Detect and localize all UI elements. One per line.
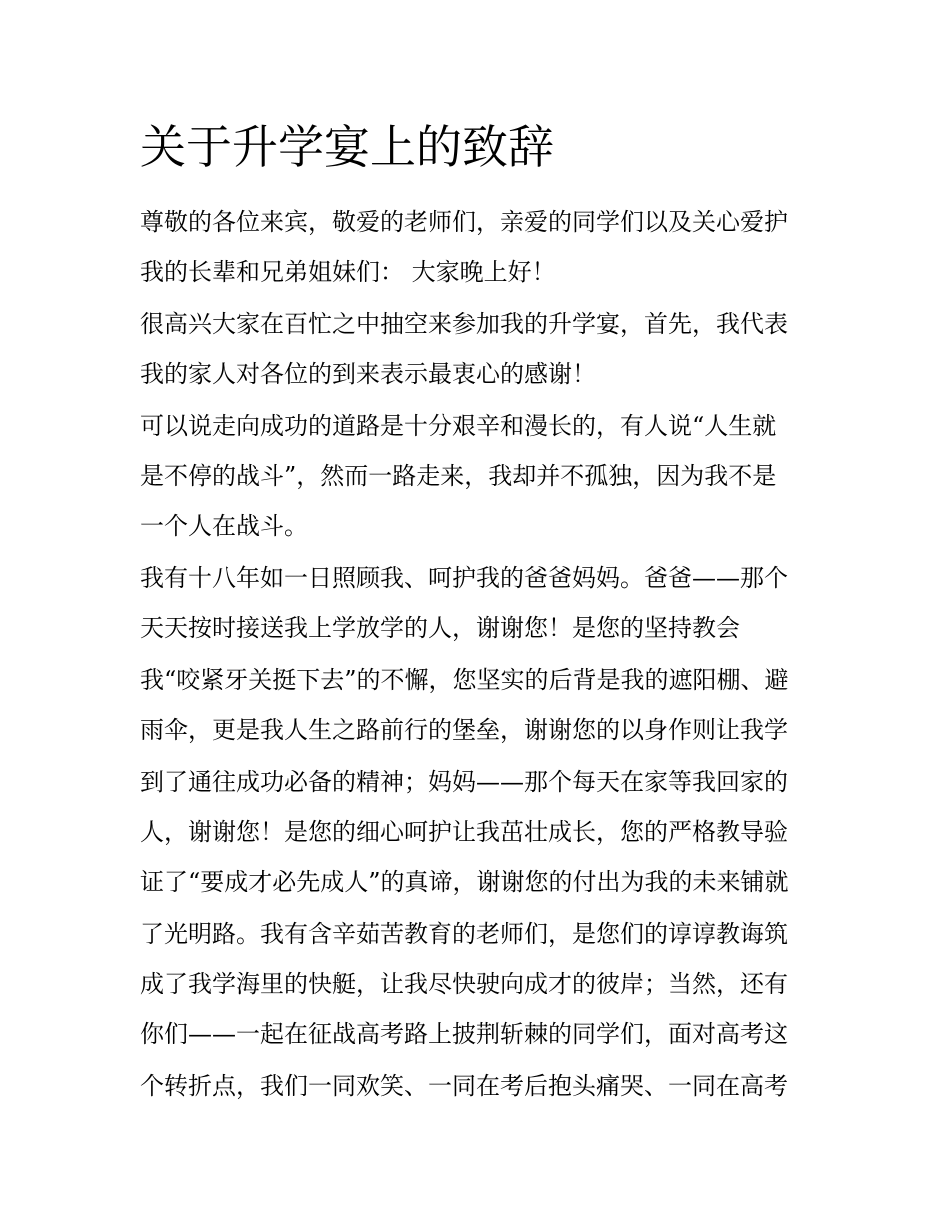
text-line: 是不停的战斗”，然而一路走来，我却并不孤独，因为我不是: [140, 462, 777, 490]
text-line: 人，谢谢您！是您的细心呵护让我茁壮成长，您的严格教导验: [140, 818, 788, 846]
text-line: 很高兴大家在百忙之中抽空来参加我的升学宴，首先，我代表: [140, 310, 788, 338]
text-line: 一个人在战斗。: [140, 512, 308, 540]
text-line: 尊敬的各位来宾，敬爱的老师们，亲爱的同学们以及关心爱护: [140, 208, 788, 236]
text-line: 到了通往成功必备的精神；妈妈——那个每天在家等我回家的: [140, 768, 788, 796]
document-title: 关于升学宴上的致辞: [140, 120, 554, 174]
text-line: 我的家人对各位的到来表示最衷心的感谢！: [140, 360, 596, 388]
text-line: 成了我学海里的快艇，让我尽快驶向成才的彼岸；当然，还有: [140, 970, 788, 998]
text-line: 你们——一起在征战高考路上披荆斩棘的同学们，面对高考这: [140, 1020, 788, 1048]
text-line: 可以说走向成功的道路是十分艰辛和漫长的，有人说“人生就: [140, 412, 777, 440]
text-line: 了光明路。我有含辛茹苦教育的老师们，是您们的谆谆教诲筑: [140, 920, 788, 948]
text-line: 证了“要成才必先成人”的真谛，谢谢您的付出为我的未来铺就: [140, 868, 789, 896]
text-line: 个转折点，我们一同欢笑、一同在考后抱头痛哭、一同在高考: [140, 1072, 788, 1100]
text-line: 雨伞，更是我人生之路前行的堡垒，谢谢您的以身作则让我学: [140, 716, 788, 744]
text-line: 天天按时接送我上学放学的人，谢谢您！是您的坚持教会: [140, 614, 740, 642]
text-line: 我有十八年如一日照顾我、呵护我的爸爸妈妈。爸爸——那个: [140, 564, 788, 592]
text-line: 我的长辈和兄弟姐妹们： 大家晚上好！: [140, 258, 556, 286]
text-line: 我“咬紧牙关挺下去”的不懈，您坚实的后背是我的遮阳棚、避: [140, 666, 789, 694]
